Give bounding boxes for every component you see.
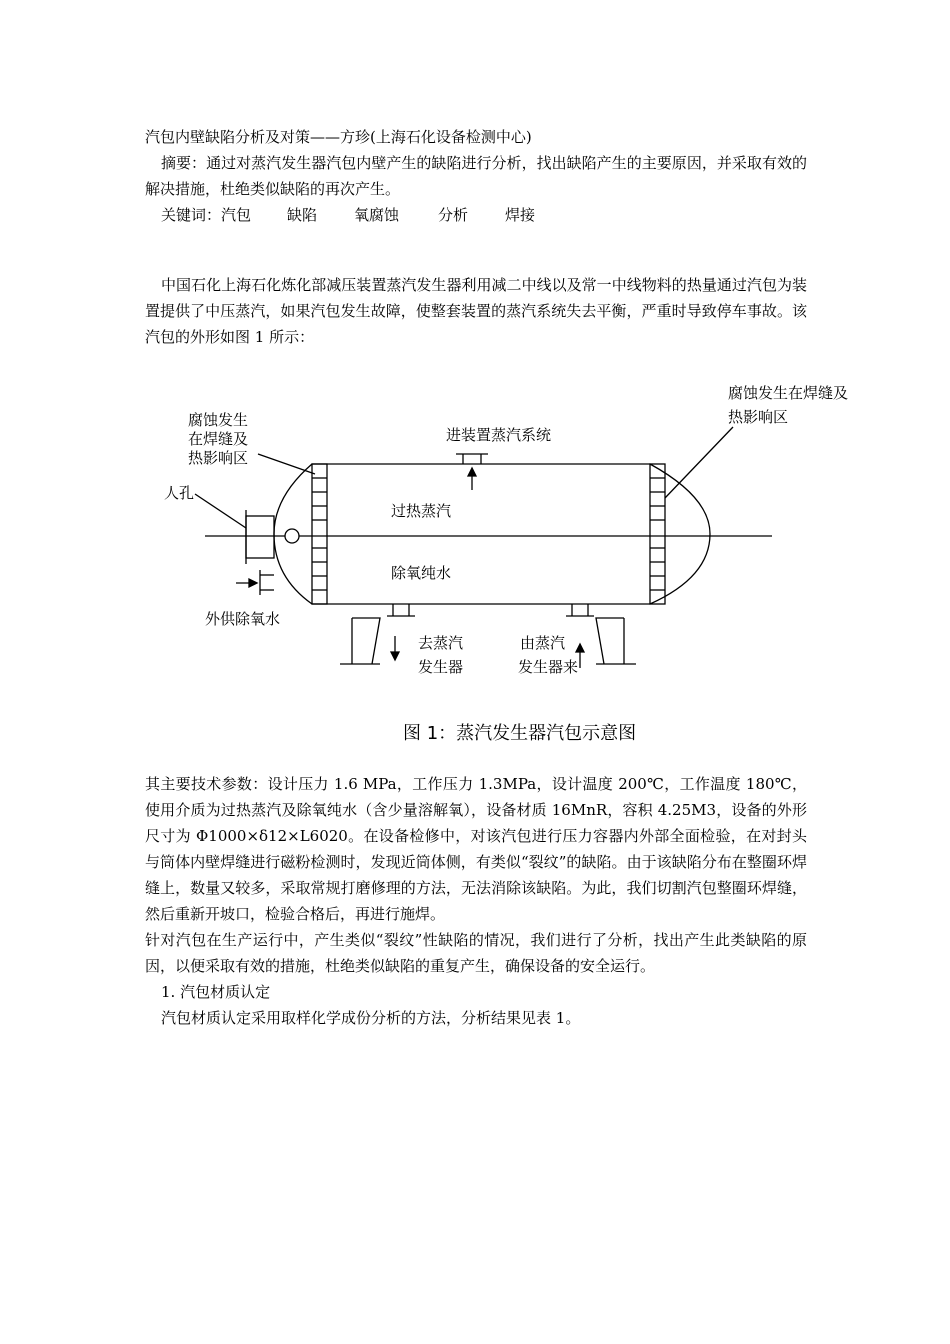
analysis-paragraph: 针对汽包在生产运行中，产生类似“裂纹”性缺陷的情况，我们进行了分析，找出产生此类缺陷的原因，以便采取有效的措施，杜绝类似缺陷的重复产生，确保设备的安全运行。: [145, 931, 807, 975]
article-title: 汽包内壁缺陷分析及对策——方珍(上海石化设备检测中心): [145, 128, 532, 146]
abstract: 摘要：通过对蒸汽发生器汽包内壁产生的缺陷进行分析，找出缺陷产生的主要原因，并采取有效的解决措施，杜绝类似缺陷的再次产生。: [145, 154, 807, 198]
left-support: [352, 618, 380, 664]
body-block: [145, 771, 807, 1031]
to-generator-label: 发生器: [418, 658, 464, 676]
from-generator-label: 由蒸汽: [520, 634, 566, 652]
intro-block: [145, 272, 807, 350]
keyword: 焊接: [505, 206, 536, 224]
intro-paragraph: 中国石化上海石化炼化部减压装置蒸汽发生器利用减二中线以及常一中线物料的热量通过汽包为装置提供了中压蒸汽，如果汽包发生故障，使整套装置的蒸汽系统失去平衡，严重时导致停车事故。该汽包的外形如图 1 所示：: [145, 276, 807, 346]
right-corrosion-leader: [665, 427, 733, 498]
from-generator-label: 发生器来: [518, 658, 579, 676]
header-block: [145, 124, 807, 228]
right-support: [596, 618, 624, 664]
steam-inlet-label: 进装置蒸汽系统: [446, 426, 552, 444]
manhole-label: 人孔: [164, 484, 195, 502]
keyword: 氧腐蚀: [354, 206, 400, 224]
figure-1: [150, 372, 880, 752]
manhole-leader: [195, 494, 246, 528]
left-weld-band: [312, 464, 327, 604]
section-paragraph: 汽包材质认定采用取样化学成份分析的方法，分析结果见表 1。: [161, 1009, 581, 1027]
left-corrosion-label: 热影响区: [188, 449, 249, 467]
steam-drum-diagram: [150, 372, 880, 752]
right-weld-band: [650, 464, 665, 604]
right-corrosion-label: 腐蚀发生在焊缝及: [728, 384, 849, 402]
left-corrosion-label: 腐蚀发生: [188, 411, 249, 429]
left-corrosion-leader: [258, 454, 315, 474]
left-corrosion-label: 在焊缝及: [188, 430, 249, 448]
params-paragraph: 其主要技术参数：设计压力 1.6 MPa，工作压力 1.3MPa，设计温度 200℃，工作温度 180℃，使用介质为过热蒸汽及除氧纯水（含少量溶解氧），设备材质 16MnR，容积 4.25M3，设备的外形尺寸为 Φ1000×δ12×L6020。在设备检修中，对该汽包进行压力容器内外部全面检验，在对封头与筒体内壁焊缝进行磁粉检测时，发现近筒体侧，有类似“裂纹”的缺陷。由于该缺陷分布在整圈环焊缝上，数量又较多，采取常规打磨修理的方法，无法消除该缺陷。为此，我们切割汽包整圈环焊缝，然后重新开坡口，检验合格后，再进行施焊。: [145, 775, 807, 923]
manhole-circle: [285, 529, 299, 543]
keyword: 分析: [438, 206, 469, 224]
right-corrosion-label: 热影响区: [728, 408, 789, 426]
keywords-row: [145, 202, 807, 228]
upper-medium-label: 过热蒸汽: [391, 502, 452, 520]
lower-medium-label: 除氧纯水: [391, 564, 452, 582]
keyword: 缺陷: [287, 206, 318, 224]
figure-caption: 图 1：蒸汽发生器汽包示意图: [403, 723, 637, 744]
drum-shell: [274, 464, 710, 604]
section-heading: 1. 汽包材质认定: [161, 983, 271, 1001]
keyword: 汽包: [221, 206, 252, 224]
to-generator-label: 去蒸汽: [418, 634, 464, 652]
feed-water-label: 外供除氧水: [205, 610, 281, 628]
keywords-label: 关键词：: [161, 206, 222, 224]
manhole-nozzle: [246, 516, 274, 558]
